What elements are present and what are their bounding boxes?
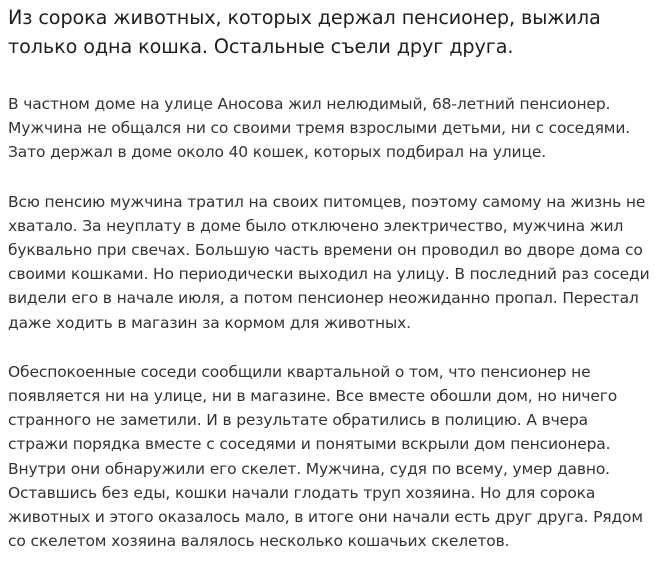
article-body <box>8 92 651 553</box>
article-paragraph-1: В частном доме на улице Аносова жил нелюдимый, 68-летний пенсионер. Мужчина не общался ни со своими тремя взрослыми детьми, ни с соседями. Зато держал в доме около 40 кошек, которых подбирал на улице. <box>8 95 631 162</box>
article-paragraph-2: Всю пенсию мужчина тратил на своих питомцев, поэтому самому на жизнь не хватало. За неуплату в доме было отключено электричество, мужчина жил буквально при свечах. Большую часть времени он проводил во дворе дома со своими кошками. Но периодически выходил на улицу. В последний раз соседи видели его в начале июля, а потом пенсионер неожиданно пропал. Перестал даже ходить в магазин за кормом для животных. <box>8 192 650 332</box>
article-headline: Из сорока животных, которых держал пенсионер, выжила только одна кошка. Остальные съели друг друга. <box>8 6 601 58</box>
article-paragraph-3: Обеспокоенные соседи сообщили квартальной о том, что пенсионер не появляется ни на улице, ни в магазине. Все вместе обошли дом, но ничего странного не заметили. И в результате обратились в полицию. А вчера стражи порядка вместе с соседями и понятыми вскрыли дом пенсионера. Внутри они обнаружили его скелет. Мужчина, судя по всему, умер давно. Оставшись без еды, кошки начали глодать труп хозяина. Но для сорока животных и этого оказалось мало, в итоге они начали есть друг друга. Рядом со скелетом хозяина валялось несколько кошачьих скелетов. <box>8 362 643 551</box>
